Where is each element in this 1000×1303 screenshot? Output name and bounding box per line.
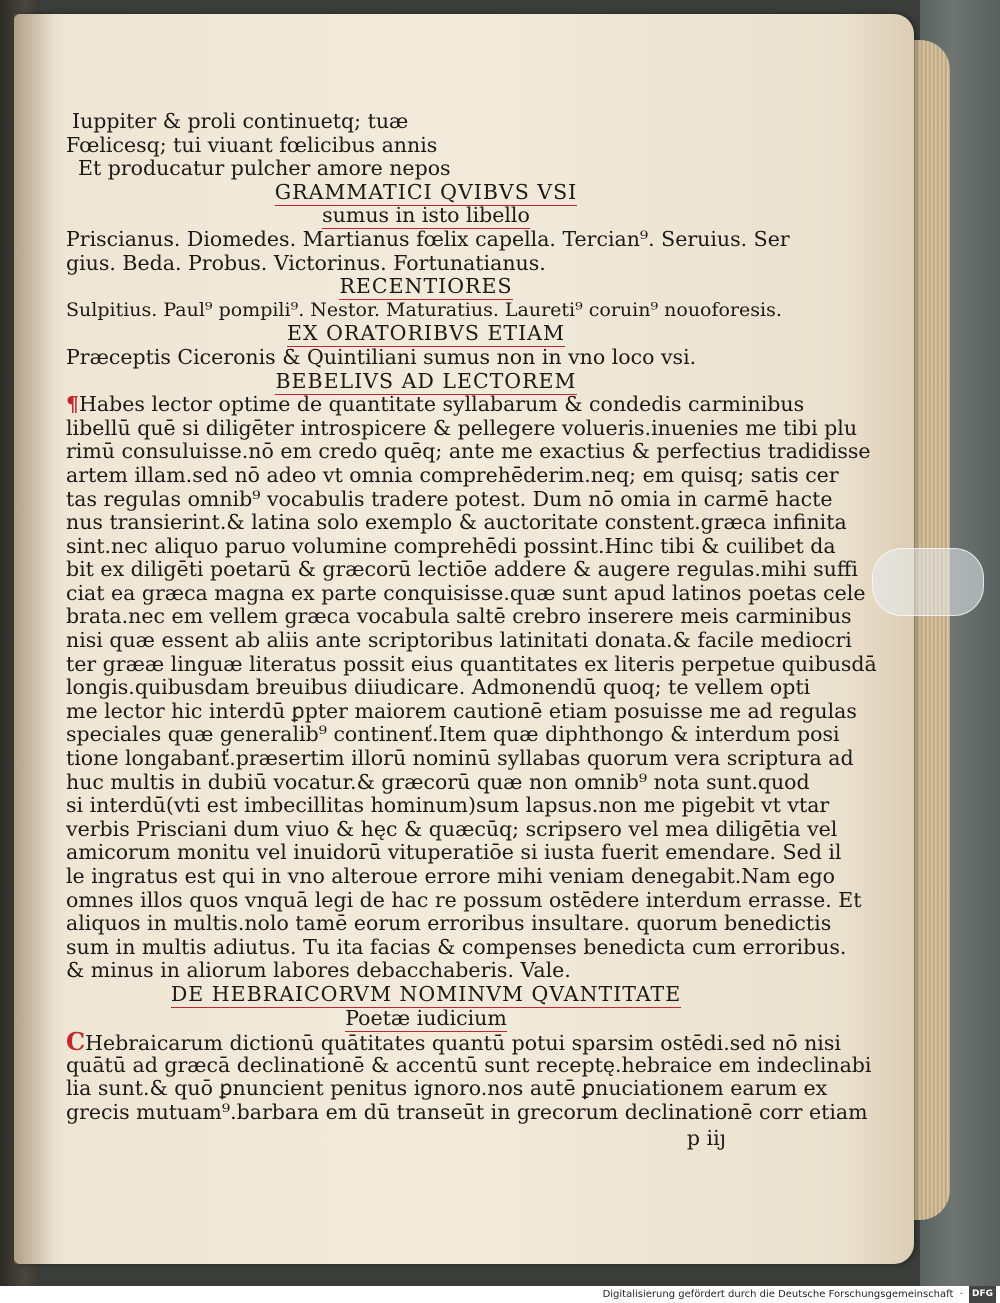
paragraph-mark-icon: ¶ xyxy=(66,392,80,417)
text-line: libellū quē si diligēter introspicere & pellegere volueris.inuenies me tibi plu xyxy=(66,415,858,440)
subheading-grammatici: sumus in isto libello xyxy=(322,203,530,228)
bebelius-paragraph-first: ¶Habes lector optime de quantitate syllabarum & condedis carminibus xyxy=(66,392,805,417)
text-line: brata.nec em vellem græca vocabula saltē crebro inserere meis carminibus xyxy=(66,604,852,629)
verse-line: Et producatur pulcher amore nepos xyxy=(78,156,451,181)
text-line: lia sunt.& quō ꝑnuncient penitus ignoro.nos autē ꝑnuciationem earum ex xyxy=(66,1076,828,1101)
heading-bebelius: BEBELIVS AD LECTOREM xyxy=(275,368,577,393)
initial-c-icon: C xyxy=(66,1027,86,1057)
glass-page-holder xyxy=(872,548,984,616)
verse-line: Fœlicesq; tui viuant fœlicibus annis xyxy=(66,132,438,157)
text-line: & minus in aliorum labores debacchaberis. Vale. xyxy=(66,958,571,983)
text-line: nus transierint.& latina solo exemplo & auctoritate constent.græca infinita xyxy=(66,510,847,535)
text-line: rimū consuluisse.nō em credo quēq; ante me exactius & perfectius tradidisse xyxy=(66,439,871,464)
heading-oratoribus: EX ORATORIBVS ETIAM xyxy=(287,321,565,346)
text-line: sum in multis adiutus. Tu ita facias & compenses benedicta cum erroribus. xyxy=(66,934,847,959)
text-line: huc multis in dubiū vocatur.& græcorū quæ non omnib⁹ nota sunt.quod xyxy=(66,769,810,794)
text-line: ter grææ linguæ literatus possit eius quantitates ex literis perpetue quibusdā xyxy=(66,651,877,676)
text-line: ciat ea græca magna ex parte conquisisse.quæ sunt apud latinos poetas cele xyxy=(66,580,866,605)
grammatici-line: gius. Beda. Probus. Victorinus. Fortunatianus. xyxy=(66,250,546,275)
text-line: tione longabanť.præsertim illorū nominū syllabas quorum vera scriptura ad xyxy=(66,746,854,771)
text-line: amicorum monitu vel inuidorū vituperatiōe si iusta fuerit emendare. Sed il xyxy=(66,840,842,865)
text-line: speciales quæ generalib⁹ continenť.Item quæ diphthongo & interdum posi xyxy=(66,722,840,747)
footer-bar xyxy=(0,1286,1000,1303)
grammatici-line: Priscianus. Diomedes. Martianus fœlix capella. Tercian⁹. Seruius. Ser xyxy=(66,226,790,251)
subheading-hebraicorum: Poetæ iudicium xyxy=(345,1005,507,1030)
page-gutter-shadow xyxy=(14,14,54,1264)
footer-separator: · xyxy=(959,1289,963,1300)
text-line: grecis mutuam⁹.barbara em dū transeūt in grecorum declinationē corr etiam xyxy=(66,1099,868,1124)
text-line: longis.quibusdam breuibus diiudicare. Admonendū quoq; te vellem opti xyxy=(66,675,811,700)
verse-line: Iuppiter & proli continuetq; tuæ xyxy=(72,109,409,133)
text-line: si interdū(vti est imbecillitas hominum)sum lapsus.non me pigebit vt vtar xyxy=(66,793,830,818)
text-line: omnes illos quos vnquā legi de hac re possum ostēdere interdum errasse. Et xyxy=(66,887,862,912)
text-line: quātū ad græcā declinationē & accentū sunt receptę.hebraice em indeclinabi xyxy=(66,1052,872,1077)
text-line: le ingratus est qui in vno alteroue errore mihi veniam denegabit.Nam ego xyxy=(66,864,835,888)
text-line: me lector hic interdū ꝑpter maiorem cautionē etiam posuisse me ad regulas xyxy=(66,698,857,723)
text-line: bit ex diligēti poetarū & græcorū lectiōe addere & augere regulas.mihi suffi xyxy=(66,557,858,582)
recentiores-line: Sulpitius. Paul⁹ pompili⁹. Nestor. Maturatius. Laureti⁹ coruin⁹ nouoforesis. xyxy=(66,298,782,321)
oratoribus-line: Præceptis Ciceronis & Quintiliani sumus non in vno loco vsi. xyxy=(66,344,697,369)
bebelius-paragraph xyxy=(66,415,877,983)
text-line: artem illam.sed nō adeo vt omnia comprehēderim.neq; em quisq; satis cer xyxy=(66,462,839,487)
text-line: tas regulas omnib⁹ vocabulis tradere potest. Dum nō omia in carmē hacte xyxy=(66,486,833,511)
text-line: nisi quæ essent ab aliis ante scriptoribus latinitati donata.& facile mediocri xyxy=(66,628,852,653)
footer-text: Digitalisierung gefördert durch die Deutsche Forschungsgemeinschaft xyxy=(602,1289,954,1300)
text-line: aliquos in multis.nolo tamē eorum erroribus insultare. quorum benedictis xyxy=(66,911,832,936)
heading-hebraicorum: DE HEBRAICORVM NOMINVM QVANTITATE xyxy=(170,981,682,1006)
signature-mark: p iiȷ xyxy=(686,1125,726,1150)
text-line: sint.nec aliquo paruo volumine comprehēdi possint.Hinc tibi & cuilibet da xyxy=(66,533,836,558)
text-line: verbis Prisciani dum viuo & hęc & quæcūq; scripsero vel mea diligētia vel xyxy=(66,816,838,841)
heading-grammatici: GRAMMATICI QVIBVS VSI xyxy=(274,179,578,204)
hebraicorum-paragraph-first: CHebraicarum dictionū quātitates quantū potui sparsim ostēdi.sed nō nisi xyxy=(66,1027,841,1057)
dfg-logo: DFG xyxy=(969,1286,996,1303)
heading-recentiores: RECENTIORES xyxy=(339,274,513,299)
page-text xyxy=(66,109,877,1151)
